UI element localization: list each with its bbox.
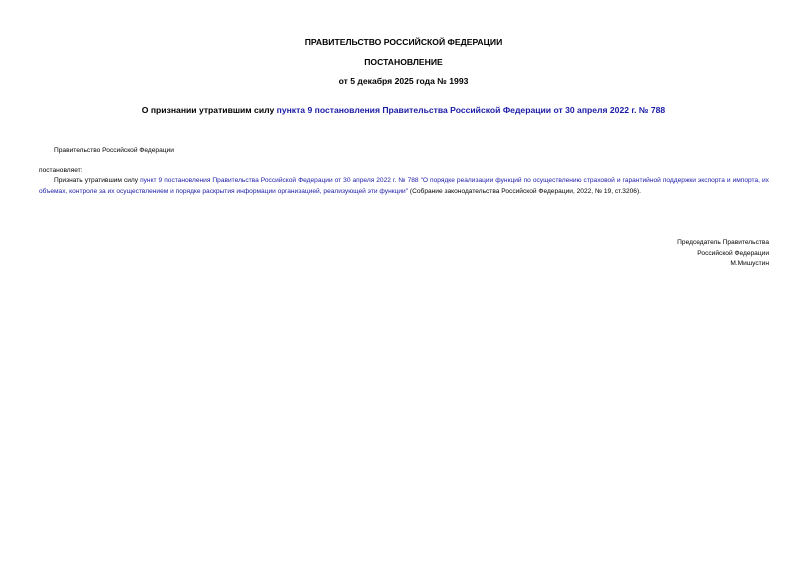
title-link[interactable]: пункта 9 постановления Правительства Российской Федерации от 30 апреля 2022 г. № 788 [276,105,666,115]
signature-line-2: Российской Федерации [697,249,769,257]
paragraph-link[interactable]: пункт 9 постановления Правительства Российской Федерации от 30 апреля 2022 г. № 788 "О порядке реализации функций по осуществлению страховой и гарантийной поддержки экспорта и импорта, их объемах, контроле за их осуществлением и порядке раскрытия информации организацией, реализующей эти функции" [39,177,769,195]
signatory-name: М.Мишустин [730,260,769,267]
paragraph-prefix: Признать утратившим силу [54,177,141,184]
government-heading: ПРАВИТЕЛЬСТВО РОССИЙСКОЙ ФЕДЕРАЦИИ [304,37,503,47]
date-number-heading: от 5 декабря 2025 года № 1993 [338,76,469,86]
decree-text: постановляет: [39,167,83,174]
document-type-heading: ПОСТАНОВЛЕНИЕ [364,57,443,67]
document-title [0,105,807,116]
intro-text: Правительство Российской Федерации [54,147,174,154]
main-paragraph [39,176,769,197]
signature-block [677,238,769,270]
signature-line-1: Председатель Правительства [677,239,769,246]
paragraph-suffix: (Собрание законодательства Российской Федерации, 2022, № 19, ст.3206). [408,187,641,195]
title-prefix: О признании утратившим силу [141,105,277,115]
